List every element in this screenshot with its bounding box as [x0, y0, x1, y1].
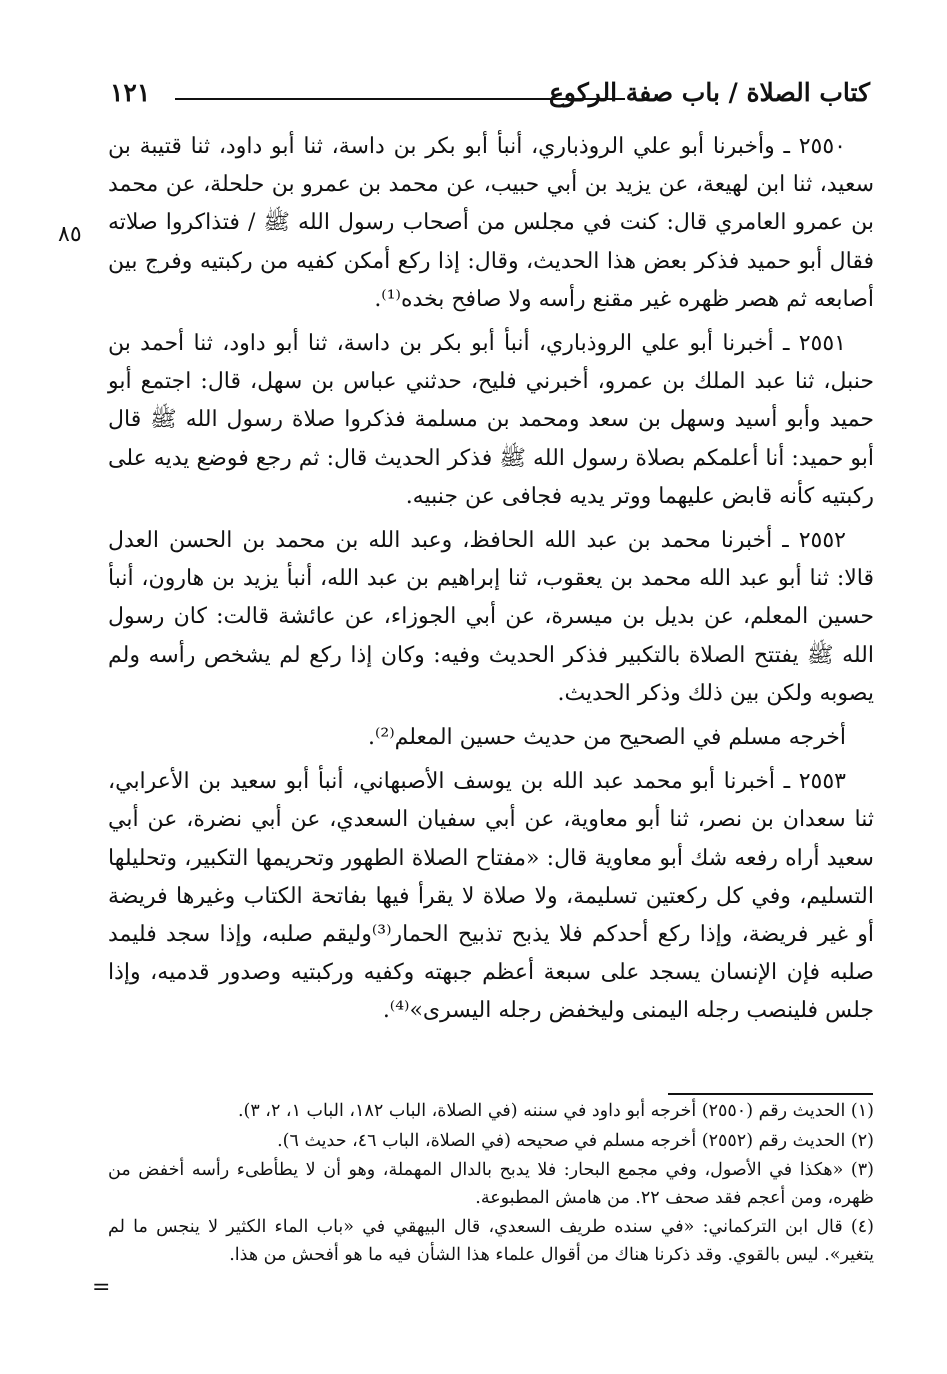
footnote: (١) الحديث رقم (٢٥٥٠) أخرجه أبو داود في سننه (في الصلاة، الباب ١٨٢، الباب ١، ٢، ٣).: [237, 1101, 874, 1121]
hadith-paragraph: ٢٥٥٠ ـ وأخبرنا أبو علي الروذباري، أنبأ أبو بكر بن داسة، ثنا أبو داود، ثنا قتيبة بن سعيد، ثنا ابن لهيعة، عن يزيد بن أبي حبيب، عن محمد بن عمرو بن حلحلة، عن محمد بن عمرو العامري قال: كنت في مجلس من أصحاب رسول الله ﷺ / فتذاكروا صلاته فقال أبو حميد فذكر بعض هذا الحديث، وقال: إذا ركع أمكن كفيه من ركبتيه وفرج بين أصابعه ثم هصر ظهره غير مقنع رأسه ولا صافح بخده⁽¹⁾.: [108, 134, 874, 312]
hadith-paragraph: ٢٥٥٣ ـ أخبرنا أبو محمد عبد الله بن يوسف الأصبهاني، أنبأ أبو سعيد بن الأعرابي، ثنا سعدان بن نصر، ثنا أبو معاوية، عن أبي سفيان السعدي، عن أبي نضرة، عن أبي سعيد أراه رفعه شك أبو معاوية قال: «مفتاح الصلاة الطهور وتحريمها التكبير، وتحليلها التسليم، وفي كل ركعتين تسليمة، ولا صلاة لا يقرأ فيها بفاتحة الكتاب وغيرها فريضة أو غير فريضة، وإذا ركع أحدكم فلا يذبح تذبيح الحمار⁽³⁾وليقم صلبه، وإذا سجد فليمد صلبه فإن الإنسان يسجد على سبعة أعظم جبهته وكفيه وركبتيه وصدور قدميه، وإذا جلس فلينصب رجله اليمنى وليخفض رجله اليسرى»⁽⁴⁾.: [108, 769, 874, 1024]
margin-page-marker: ٨٥: [58, 222, 82, 247]
page-number: ١٢١: [110, 78, 151, 107]
footnotes: [108, 1098, 874, 1271]
main-text: [108, 128, 874, 1037]
chapter-title: كتاب الصلاة / باب صفة الركوع: [549, 78, 870, 107]
continuation-mark: =: [92, 1275, 111, 1300]
footnote: (٢) الحديث رقم (٢٥٥٢) أخرجه مسلم في صحيحه (في الصلاة، الباب ٤٦، حديث ٦).: [277, 1130, 874, 1151]
takhrij-note: أخرجه مسلم في الصحيح من حديث حسين المعلم⁽²⁾.: [367, 725, 846, 751]
footnote-separator: [668, 1093, 873, 1095]
hadith-paragraph: ٢٥٥١ ـ أخبرنا أبو علي الروذباري، أنبأ أبو بكر بن داسة، ثنا أبو داود، ثنا أحمد بن حنبل، ثنا عبد الملك بن عمرو، أخبرني فليح، حدثني عباس بن سهل، قال: اجتمع أبو حميد وأبو أسيد وسهل بن سعد ومحمد بن مسلمة فذكروا صلاة رسول الله ﷺ قال أبو حميد: أنا أعلمكم بصلاة رسول الله ﷺ فذكر الحديث قال: ثم رجع فوضع يديه على ركبتيه كأنه قابض عليهما ووتر يديه فجافى عن جنبيه.: [108, 331, 874, 509]
header-rule: [175, 98, 625, 100]
footnote: (٤) قال ابن التركماني: «في سنده طريف السعدي، قال البيهقي في «باب الماء الكثير لا ينجس ما لم يتغير». ليس بالقوي. وقد ذكرنا هناك من أقوال علماء هذا الشأن فيه ما هو أفحش من هذا.: [108, 1217, 874, 1265]
footnote: (٣) «هكذا في الأصول، وفي مجمع البحار: فلا يدبح بالدال المهملة، وهو أن لا يطأطىء رأسه أخفض من ظهره، ومن أعجم فقد صحف ٢٢. من هامش المطبوعة.: [108, 1160, 874, 1208]
running-header: [110, 78, 870, 118]
hadith-paragraph: ٢٥٥٢ ـ أخبرنا محمد بن عبد الله الحافظ، وعبد الله بن محمد بن الحسن العدل قالا: ثنا أبو عبد الله محمد بن يعقوب، ثنا إبراهيم بن عبد الله، أنبأ يزيد بن هارون، أنبأ حسين المعلم، عن بديل بن ميسرة، عن أبي الجوزاء، عن عائشة قالت: كان رسول الله ﷺ يفتتح الصلاة بالتكبير فذكر الحديث وفيه: وكان إذا ركع لم يشخص رأسه ولم يصوبه ولكن بين ذلك وذكر الحديث.: [108, 528, 874, 706]
